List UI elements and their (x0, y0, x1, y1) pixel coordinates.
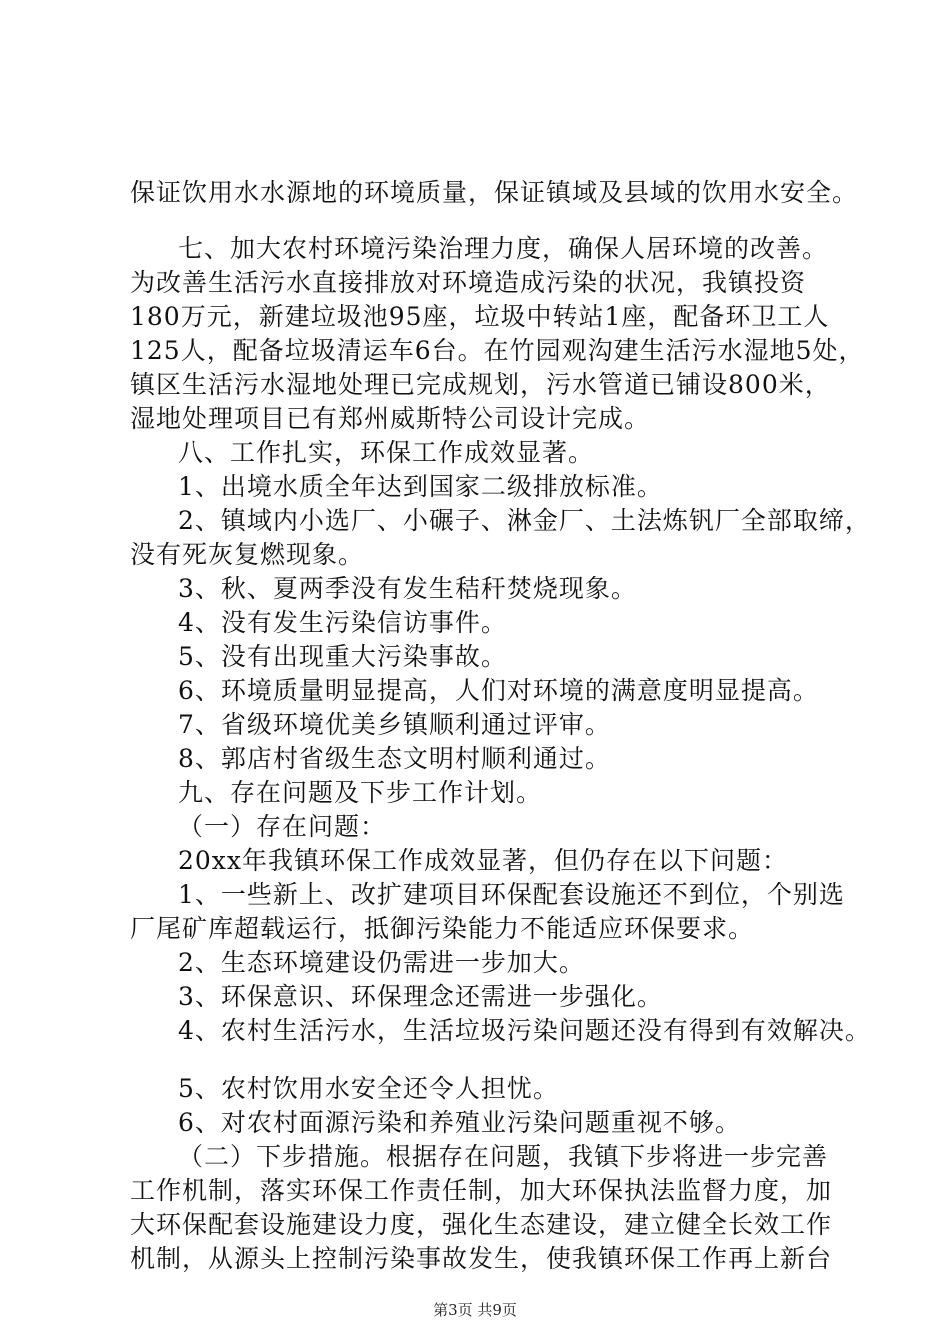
list-item: 1、一些新上、改扩建项目环保配套设施还不到位，个别选 (178, 880, 845, 909)
subsection-heading: （二）下步措施。根据存在问题，我镇下步将进一步完善 (178, 1142, 829, 1171)
list-item: 2、生态环境建设仍需进一步加大。 (178, 948, 585, 977)
paragraph-line: 工作机制，落实环保工作责任制，加大环保执法监督力度，加 (130, 1176, 833, 1205)
list-item: 4、农村生活污水，生活垃圾污染问题还没有得到有效解决。 (178, 1016, 871, 1045)
section-heading: 九、存在问题及下步工作计划。 (178, 778, 543, 807)
page-number-footer: 第3页 共9页 (433, 1301, 517, 1319)
section-heading: 七、加大农村环境污染治理力度，确保人居环境的改善。 (178, 234, 829, 263)
paragraph-line: 180万元，新建垃圾池95座，垃圾中转站1座，配备环卫工人 (130, 302, 830, 331)
paragraph-line: 没有死灰复燃现象。 (130, 540, 365, 569)
paragraph-line: 大环保配套设施建设力度，强化生态建设，建立健全长效工作 (130, 1210, 833, 1239)
paragraph-line: 20xx年我镇环保工作成效显著，但仍存在以下问题： (178, 846, 789, 875)
paragraph-line: 保证饮用水水源地的环境质量，保证镇域及县域的饮用水安全。 (130, 178, 859, 207)
list-item: 2、镇域内小选厂、小碾子、淋金厂、土法炼钒厂全部取缔， (178, 506, 871, 535)
list-item: 8、郭店村省级生态文明村顺利通过。 (178, 744, 611, 773)
list-item: 3、秋、夏两季没有发生秸秆焚烧现象。 (178, 574, 637, 603)
paragraph-line: 为改善生活污水直接排放对环境造成污染的状况，我镇投资 (130, 268, 807, 297)
list-item: 1、出境水质全年达到国家二级排放标准。 (178, 472, 663, 501)
list-item: 3、环保意识、环保理念还需进一步强化。 (178, 982, 663, 1011)
list-item: 7、省级环境优美乡镇顺利通过评审。 (178, 710, 611, 739)
paragraph-line: 125人，配备垃圾清运车6台。在竹园观沟建生活污水湿地5处， (130, 336, 865, 365)
paragraph-line: 镇区生活污水湿地处理已完成规划，污水管道已铺设800米， (130, 370, 831, 399)
paragraph-line: 机制，从源头上控制污染事故发生，使我镇环保工作再上新台 (130, 1244, 833, 1273)
subsection-heading: （一）存在问题： (178, 812, 387, 841)
list-item: 6、环境质量明显提高，人们对环境的满意度明显提高。 (178, 676, 819, 705)
list-item: 5、农村饮用水安全还令人担忧。 (178, 1074, 559, 1103)
paragraph-line: 湿地处理项目已有郑州威斯特公司设计完成。 (130, 404, 651, 433)
list-item: 4、没有发生污染信访事件。 (178, 608, 507, 637)
paragraph-line: 厂尾矿库超载运行，抵御污染能力不能适应环保要求。 (130, 914, 755, 943)
list-item: 5、没有出现重大污染事故。 (178, 642, 507, 671)
section-heading: 八、工作扎实，环保工作成效显著。 (178, 438, 595, 467)
list-item: 6、对农村面源污染和养殖业污染问题重视不够。 (178, 1108, 741, 1137)
